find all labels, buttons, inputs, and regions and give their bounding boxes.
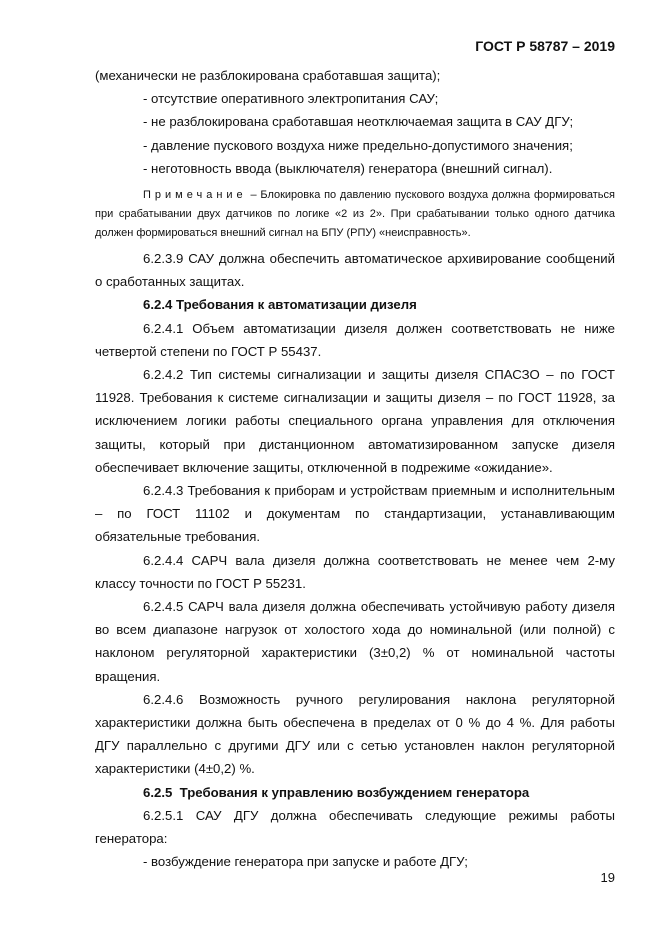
list-item: - отсутствие оперативного электропитания САУ; xyxy=(143,91,439,107)
paragraph: 6.2.4.2 Тип системы сигнализации и защиты дизеля СПАСЗО – по ГОСТ 11928. Требования к системе сигнализации и защиты дизеля – по ГОСТ 11928, за исключением логики работы специального органа управления для отключения защиты, который при дистанционном автоматизированном запуске дизеля обеспечивает включение защиты, отключенной в подрежиме «ожидание». xyxy=(95,367,615,475)
paragraph: 6.2.5.1 САУ ДГУ должна обеспечивать следующие режимы работы генератора: xyxy=(95,807,615,847)
paragraph: 6.2.4.3 Требования к приборам и устройствам приемным и исполнительным – по ГОСТ 11102 и документам по стандартизации, устанавливающим обязательные требования. xyxy=(95,483,615,545)
section-heading xyxy=(95,293,615,316)
list-item: - не разблокирована сработавшая неотключаемая защита в САУ ДГУ; xyxy=(143,114,574,130)
section-number: 6.2.4 xyxy=(143,297,173,313)
note-label: Примечание xyxy=(143,189,247,202)
paragraph: 6.2.4.6 Возможность ручного регулирования наклона регуляторной характеристики должна быть обеспечена в пределах от 0 % до 4 %. Для работы ДГУ параллельно с другими ДГУ или с сетью установлен наклон регуляторной характеристики (4±0,2) %. xyxy=(95,691,615,777)
list-item: - давление пускового воздуха ниже предельно-допустимого значения; xyxy=(143,137,573,153)
paragraph: 6.2.3.9 САУ должна обеспечить автоматическое архивирование сообщений о сработанных защитах. xyxy=(95,251,615,290)
paragraph: (механически не разблокирована сработавшая защита); xyxy=(95,68,441,83)
page-number: 19 xyxy=(600,870,615,885)
document-body xyxy=(95,64,615,874)
note-dash: – xyxy=(246,189,261,202)
note xyxy=(95,186,615,243)
section-heading xyxy=(95,781,615,804)
standard-designation: ГОСТ Р 58787 – 2019 xyxy=(475,38,615,54)
section-number: 6.2.5 xyxy=(143,784,173,800)
note-text: Блокировка по давлению пускового воздуха должна формироваться при срабатывании двух датчиков по логике «2 из 2». При срабатывании только одного датчика должен формироваться внешний сигнал на БПУ (РПУ) «неисправность». xyxy=(95,189,615,240)
paragraph: 6.2.4.4 САРЧ вала дизеля должна соответствовать не менее чем 2-му классу точности по ГОСТ Р 55231. xyxy=(95,552,615,591)
list-item: - неготовность ввода (выключателя) генератора (внешний сигнал). xyxy=(143,160,553,176)
list-item: - возбуждение генератора при запуске и работе ДГУ; xyxy=(143,854,468,870)
paragraph: 6.2.4.1 Объем автоматизации дизеля должен соответствовать не ниже четвертой степени по ГОСТ Р 55437. xyxy=(95,320,615,359)
paragraph: 6.2.4.5 САРЧ вала дизеля должна обеспечивать устойчивую работу дизеля во всем диапазоне нагрузок от холостого хода до номинальной (или полной) с наклоном регуляторной характеристики (3±0,2) % от номинальной частоты вращения. xyxy=(95,599,615,684)
section-title: Требования к управлению возбуждением генератора xyxy=(179,784,530,800)
section-title: Требования к автоматизации дизеля xyxy=(176,297,417,313)
